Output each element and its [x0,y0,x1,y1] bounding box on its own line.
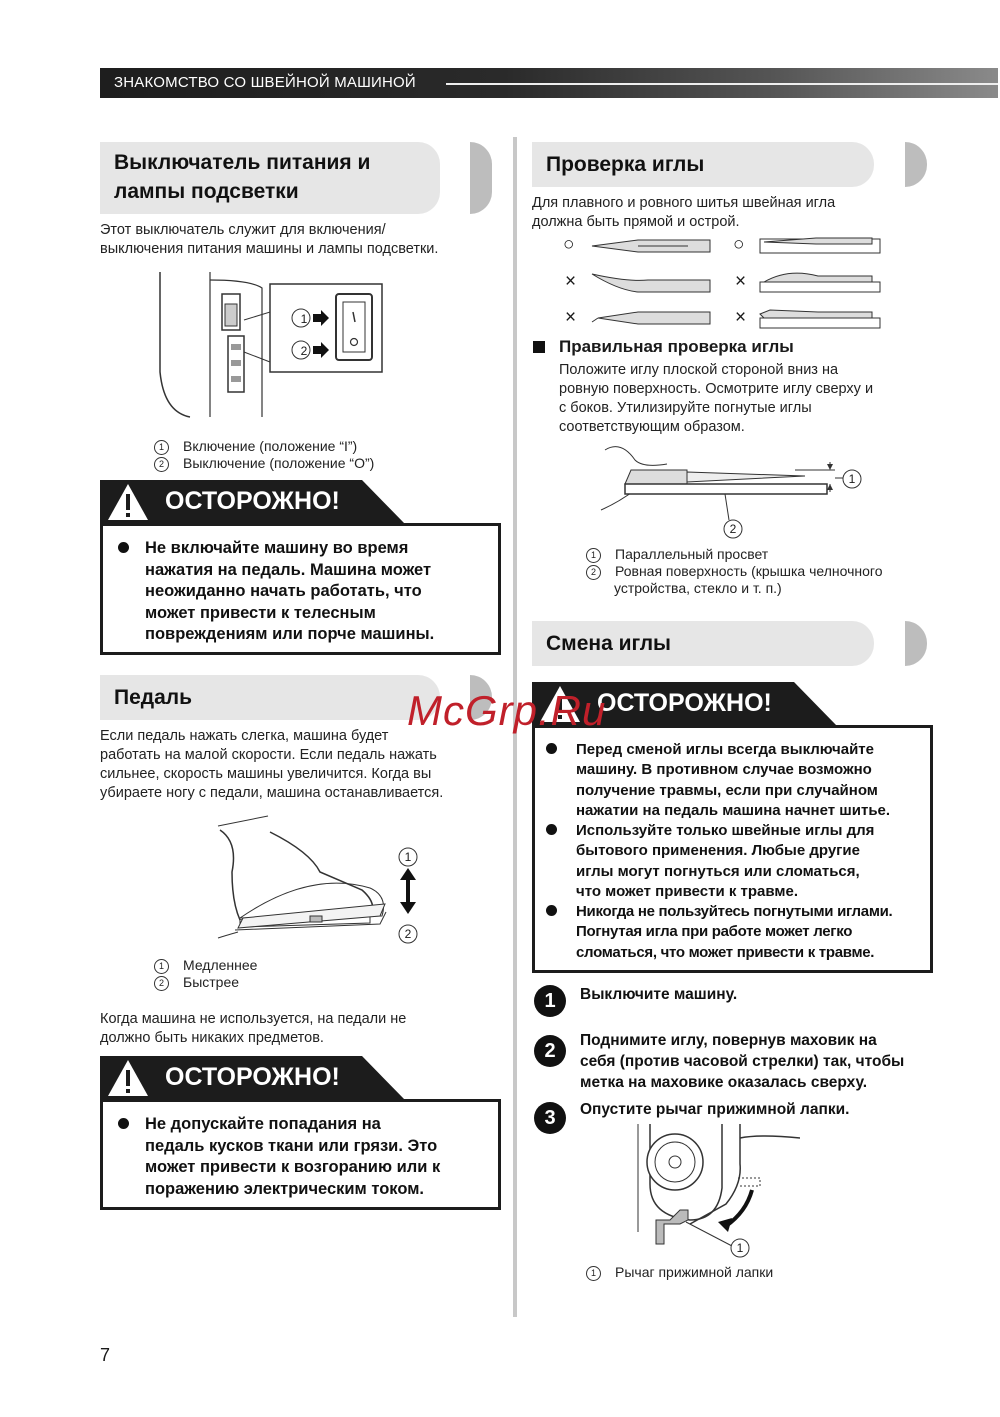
caution-line: может привести к телесным [145,603,376,622]
bullet [118,1118,129,1129]
section-tab [905,142,927,187]
callout-number: 2 [154,976,169,991]
body-line: ровную поверхность. Осмотрите иглу сверху и [559,381,874,397]
step-number-2: 2 [534,1035,566,1067]
caution-line: может привести к возгоранию или к [145,1158,441,1176]
caption-text: Рычаг прижимной лапки [615,1264,774,1280]
caution1-text [145,538,434,646]
caption-text: Ровная поверхность (крышка челночного [615,563,883,579]
power-switch-illustration [150,272,390,422]
pedal-caption-1 [154,957,257,974]
step-line: Поднимите иглу, повернув маховик на [580,1032,877,1049]
caution-title-3: ОСТОРОЖНО! [597,689,772,717]
pedal-body [100,727,443,803]
lever-caption-1 [586,1264,773,1281]
caution3-item-2 [576,821,874,902]
power-body-line1: Этот выключатель служит для включения/ [100,222,386,238]
step-3-text: Опустите рычаг прижимной лапки. [580,1101,850,1118]
sub-section-title: Правильная проверка иглы [559,337,794,356]
caution-line: получение травмы, если при случайном [576,781,878,799]
foot-pedal-illustration [210,812,430,952]
caption-text: Параллельный просвет [615,546,769,562]
caution3-item-3 [576,902,892,963]
body-line: работать на малой скорости. Если педаль нажать [100,747,437,763]
power-title-line2: лампы подсветки [114,180,299,203]
pedal-body2 [100,1010,406,1048]
caution-line: что может привести к травме. [576,882,798,900]
power-caption-1 [154,438,357,455]
step-line: себя (против часовой стрелки) так, чтобы [580,1053,905,1070]
caution2-text [145,1114,440,1200]
page-number: 7 [100,1345,111,1365]
needle-check-caption-2 [586,563,882,580]
power-body-line2: выключения питания машины и лампы подсветки. [100,241,439,257]
needle-comparison-illustration [588,234,888,330]
caution-line: поражению электрическим током. [145,1179,424,1198]
caution-title-1: ОСТОРОЖНО! [165,487,340,515]
caption-text: Выключение (положение “O”) [183,455,375,471]
caution-line: неожиданно начать работать, что [145,582,422,600]
caution-line: бытового применения. Любые другие [576,842,860,860]
caution-line: Перед сменой иглы всегда выключайте [576,741,875,758]
body-line: Для плавного и ровного шитья швейная игла [532,195,836,211]
callout-number: 1 [154,959,169,974]
power-callout-2: 2 [300,344,308,358]
body-line: соответствующим образом. [559,419,745,435]
ok-mark: ○ [733,234,745,255]
pedal-title: Педаль [114,686,193,709]
callout-number: 2 [586,565,601,580]
bullet [118,542,129,553]
section-tab [905,621,927,666]
needle-check-callout-1: 1 [848,472,856,486]
body-line: должна быть прямой и острой. [532,214,740,230]
step-2-text [580,1030,904,1093]
pedal-callout-2: 2 [404,927,412,941]
callout-number: 2 [154,457,169,472]
needle-check-caption-1 [586,546,768,563]
caution-line: Не включайте машину во время [145,539,409,557]
bullet [546,743,557,754]
caption-text: Включение (положение “I”) [183,438,358,454]
watermark: McGrp.Ru [407,687,607,734]
step-1-text: Выключите машину. [580,986,738,1003]
caution-line: иглы могут погнуться или сломаться, [576,862,860,880]
power-title-line1: Выключатель питания и [114,151,371,174]
step-number-1: 1 [534,985,566,1017]
needle-check-title: Проверка иглы [546,153,705,176]
pedal-callout-1: 1 [404,850,412,864]
caution-line: повреждениям или порче машины. [145,625,435,643]
body-line: с боков. Утилизируйте погнутые иглы [559,400,812,416]
sub-section-body [559,361,873,437]
pedal-caption-2 [154,974,239,991]
step-line: метка на маховике оказалась сверху. [580,1074,868,1091]
caution-line: машину. В противном случае возможно [576,761,872,779]
needle-change-title: Смена иглы [546,632,671,655]
body-line: Положите иглу плоской стороной вниз на [559,362,839,378]
callout-number: 1 [154,440,169,455]
lever-callout-1: 1 [736,1241,744,1255]
body-line: Если педаль нажать слегка, машина будет [100,728,389,744]
caution-line: сломаться, что может привести к травме. [576,943,875,961]
power-caption-2 [154,455,374,472]
callout-number: 1 [586,1266,601,1281]
bad-mark: × [735,271,747,292]
bullet [546,905,557,916]
body-line: Когда машина не используется, на педали не [100,1011,407,1027]
presser-foot-lever-illustration [630,1124,800,1264]
caution-line: Используйте только швейные иглы для [576,822,875,839]
caution3-item-1 [576,740,890,821]
step-number-3: 3 [534,1102,566,1134]
caption-text: Медленнее [183,957,258,973]
callout-number: 1 [586,548,601,563]
caution-line: Никогда не пользуйтесь погнутыми иглами. [576,903,893,920]
header-rule [446,83,998,85]
caution-line: педаль кусков ткани или грязи. Это [145,1136,438,1155]
caution-line: нажатия на педаль. Машина может [145,560,432,579]
bad-mark: × [735,307,747,328]
body-line: убираете ногу с педали, машина останавливается. [100,785,444,801]
body-line: сильнее, скорость машины увеличится. Когда вы [100,766,432,782]
ok-mark: ○ [563,234,575,255]
header-title: ЗНАКОМСТВО СО ШВЕЙНОЙ МАШИНОЙ [114,74,416,91]
caption-text: Быстрее [183,974,240,990]
caution-title-2: ОСТОРОЖНО! [165,1063,340,1091]
needle-check-caption-2b: устройства, стекло и т. п.) [614,580,782,596]
power-callout-1: 1 [300,312,308,326]
body-line: должно быть никаких предметов. [100,1030,324,1046]
caution-line: Погнутая игла при работе может легко [576,923,853,941]
bullet [546,824,557,835]
sub-section-square-icon [533,341,545,353]
section-tab [470,142,492,214]
caution-line: Не допускайте попадания на [145,1115,381,1133]
caution-line: нажатии на педаль машина начнет шитье. [576,801,891,819]
needle-check-body [532,194,835,232]
needle-check-callout-2: 2 [729,522,737,536]
bad-mark: × [565,307,577,328]
bad-mark: × [565,271,577,292]
